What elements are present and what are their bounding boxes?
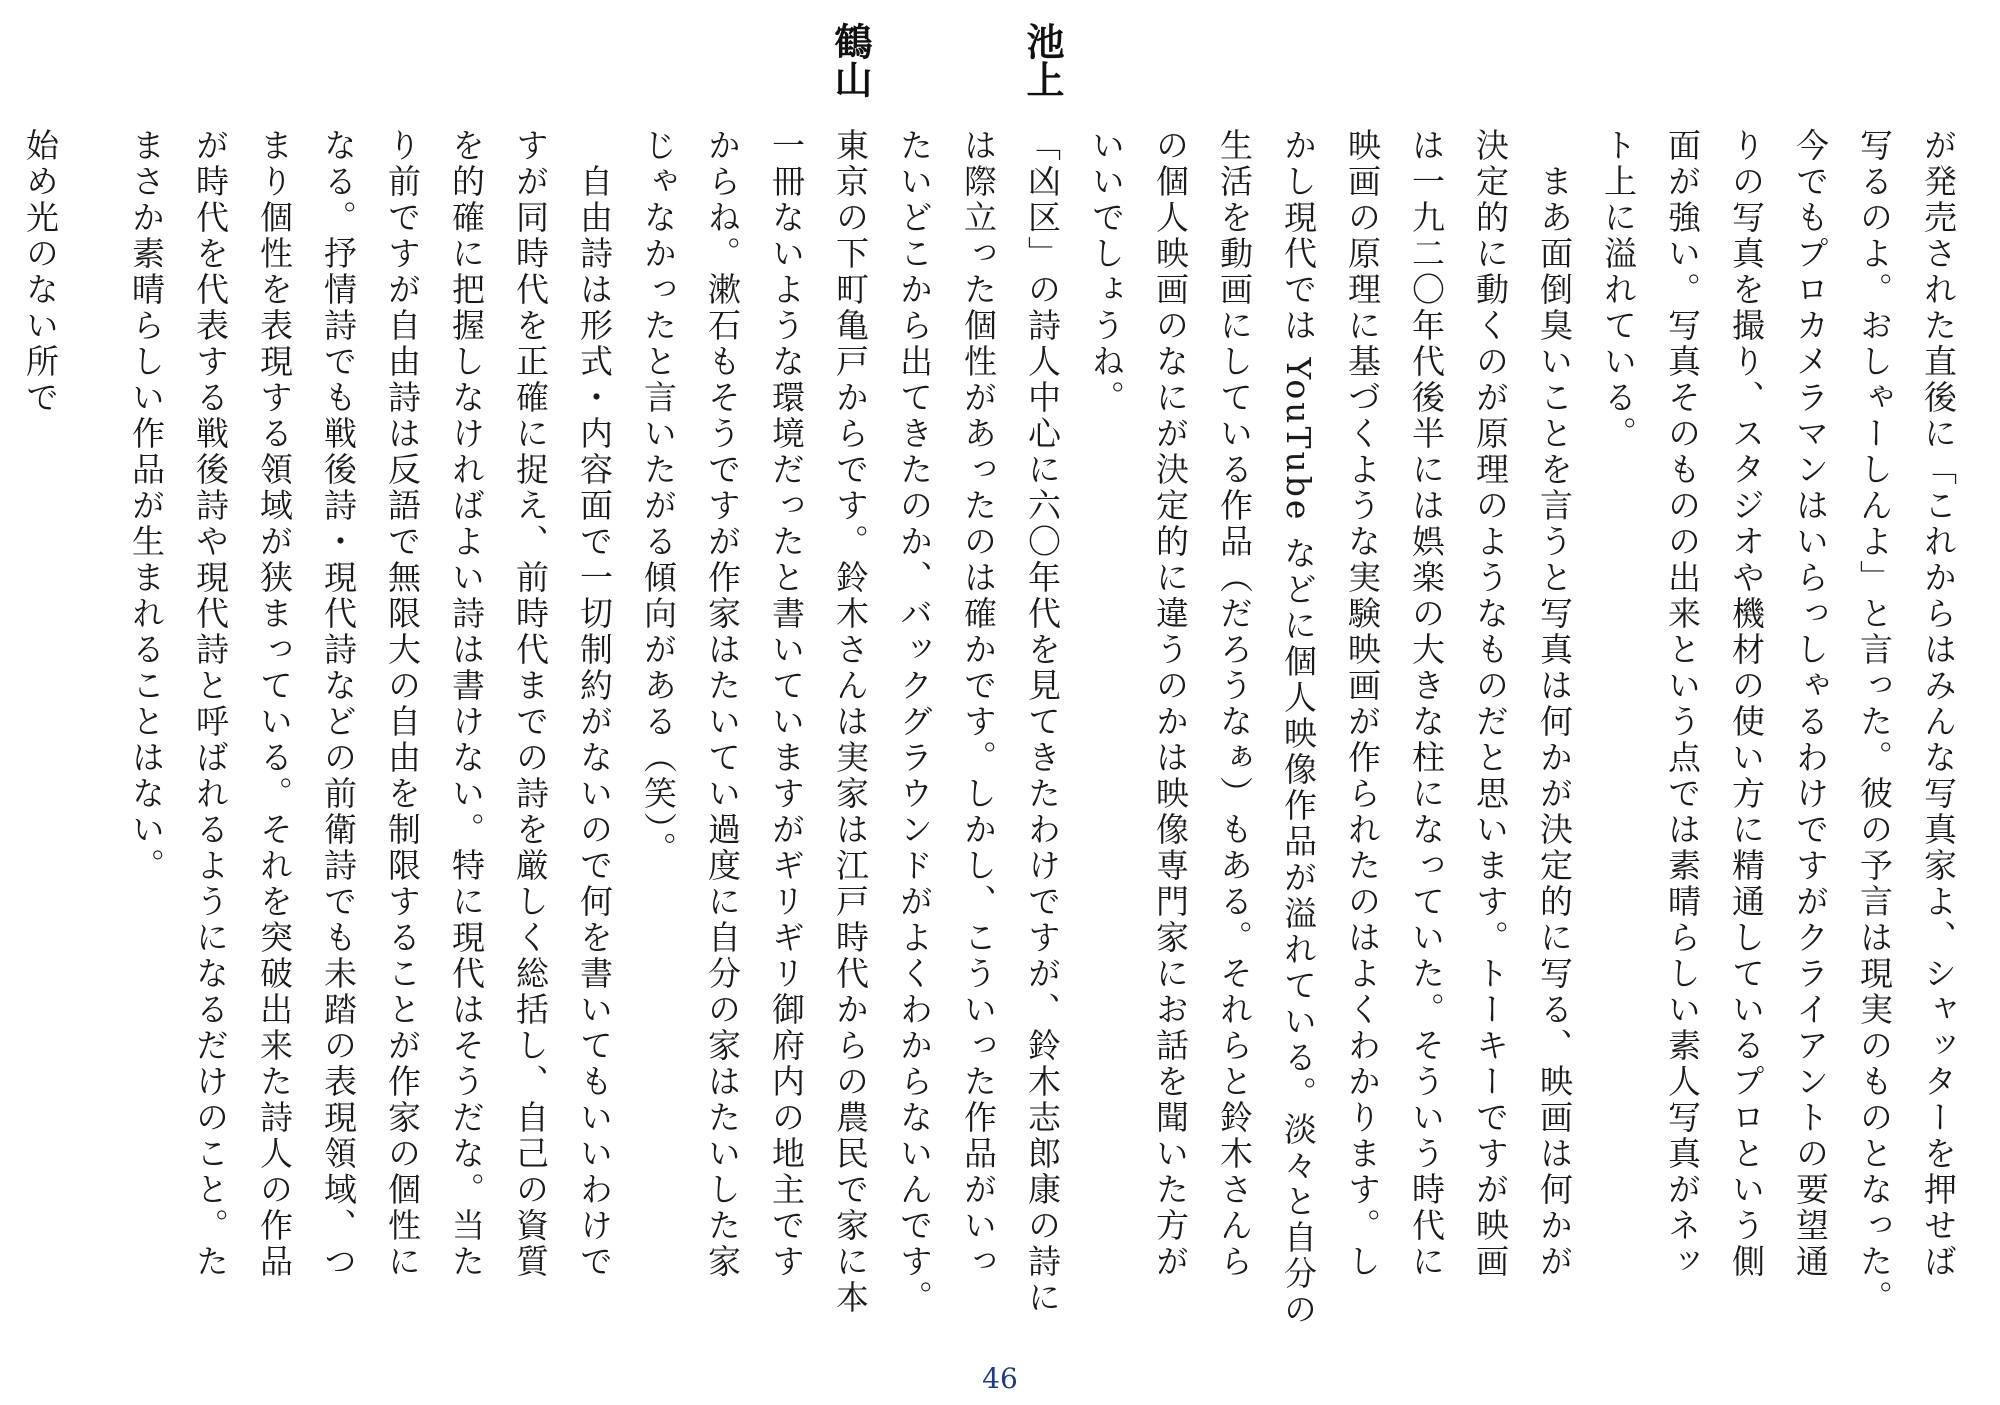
speaker-tsuruyama: 鶴山 bbox=[828, 22, 872, 98]
text-line: 自由詩は形式・内容面で一切制約がないので何を書いてもいいわけで bbox=[575, 128, 614, 1280]
text-line: たいどこから出てきたのか、バックグラウンドがよくわからないんです。 bbox=[895, 128, 934, 1316]
text-line: まり個性を表現する領域が狭まっている。それを突破出来た詩人の作品 bbox=[255, 128, 294, 1280]
text-line: 始め光のない所で bbox=[21, 128, 60, 416]
text-line: かし現代では YouTube などに個人映像作品が溢れている。淡々と自分の bbox=[1279, 128, 1318, 1328]
text-line: じゃなかったと言いたがる傾向がある（笑）。 bbox=[639, 128, 678, 868]
text-line: は一九二〇年代後半には娯楽の大きな柱になっていた。そういう時代に bbox=[1407, 128, 1446, 1280]
speaker-ikegami: 池上 bbox=[1020, 22, 1064, 98]
text-line: 東京の下町亀戸からです。鈴木さんは実家は江戸時代からの農民で家に本 bbox=[831, 128, 870, 1316]
text-line: の個人映画のなにが決定的に違うのかは映像専門家にお話を聞いた方が bbox=[1151, 128, 1190, 1280]
text-line: ト上に溢れている。 bbox=[1599, 128, 1638, 452]
text-line: 生活を動画にしている作品（だろうなぁ）もある。それらと鈴木さんら bbox=[1215, 128, 1254, 1280]
text-line: 写るのよ。おしゃーしんよ」と言った。彼の予言は現実のものとなった。 bbox=[1855, 128, 1894, 1316]
text-line: が時代を代表する戦後詩や現代詩と呼ばれるようになるだけのこと。た bbox=[191, 128, 230, 1280]
text-line: 今でもプロカメラマンはいらっしゃるわけですがクライアントの要望通 bbox=[1791, 128, 1830, 1280]
page-number: 46 bbox=[982, 1362, 1018, 1395]
text-line: 一冊ないような環境だったと書いていますがギリギリ御府内の地主です bbox=[767, 128, 806, 1280]
text-line: まあ面倒臭いことを言うと写真は何かが決定的に写る、映画は何かが bbox=[1535, 128, 1574, 1280]
text-line: いいでしょうね。 bbox=[1087, 128, 1126, 416]
text-line: なる。抒情詩でも戦後詩・現代詩などの前衛詩でも未踏の表現領域、つ bbox=[319, 128, 358, 1280]
text-line: 映画の原理に基づくような実験映画が作られたのはよくわかります。し bbox=[1343, 128, 1382, 1280]
text-line: りの写真を撮り、スタジオや機材の使い方に精通しているプロという側 bbox=[1727, 128, 1766, 1280]
text-line: すが同時代を正確に捉え、前時代までの詩を厳しく総括し、自己の資質 bbox=[511, 128, 550, 1280]
text-line: を的確に把握しなければよい詩は書けない。特に現代はそうだな。当た bbox=[447, 128, 486, 1280]
text-line: 「凶区」の詩人中心に六〇年代を見てきたわけですが、鈴木志郎康の詩に bbox=[1023, 128, 1062, 1316]
text-line: が発売された直後に「これからはみんな写真家よ、シャッターを押せば bbox=[1919, 128, 1958, 1280]
text-line: からね。漱石もそうですが作家はたいてい過度に自分の家はたいした家 bbox=[703, 128, 742, 1280]
text-line: り前ですが自由詩は反語で無限大の自由を制限することが作家の個性に bbox=[383, 128, 422, 1280]
text-line: まさか素晴らしい作品が生まれることはない。 bbox=[127, 128, 166, 884]
text-line: 面が強い。写真そのものの出来という点では素晴らしい素人写真がネッ bbox=[1663, 128, 1702, 1280]
text-line: 決定的に動くのが原理のようなものだと思います。トーキーですが映画 bbox=[1471, 128, 1510, 1280]
text-line: は際立った個性があったのは確かです。しかし、こういった作品がいっ bbox=[959, 128, 998, 1280]
